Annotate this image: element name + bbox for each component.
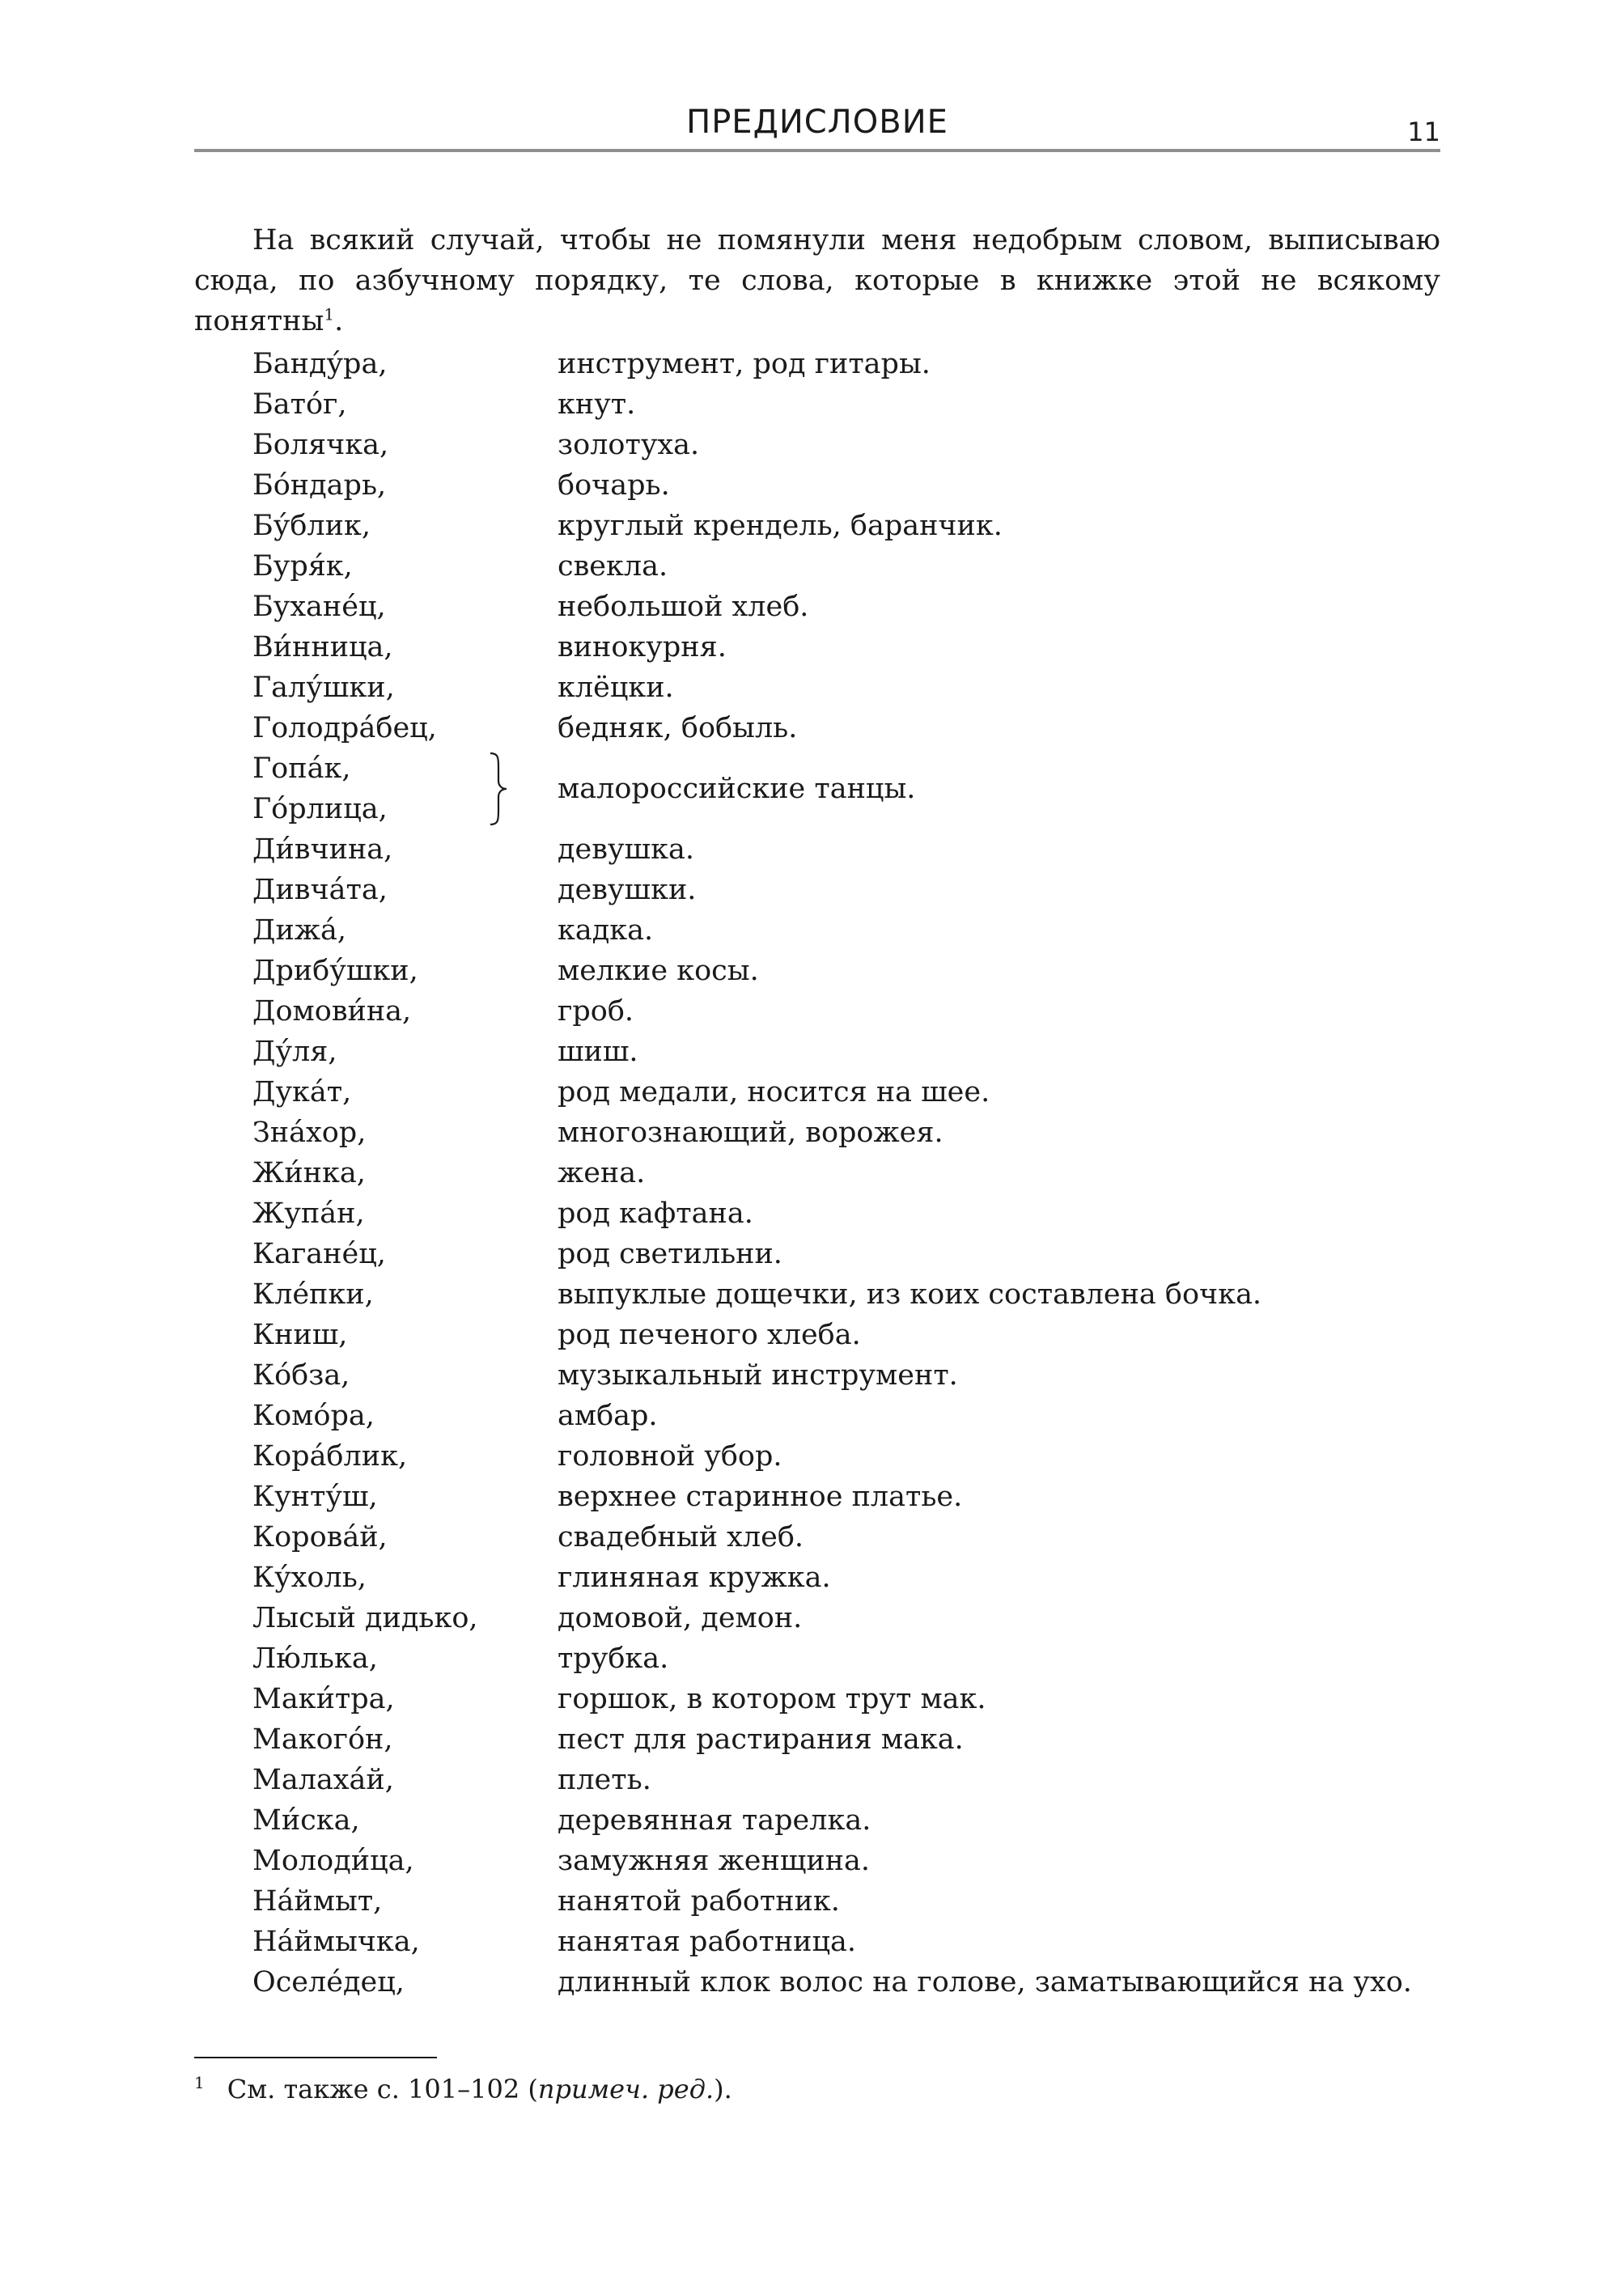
glossary-row [252,1234,1434,1274]
glossary-term: Кле́пки, [252,1278,374,1311]
glossary-row [252,1598,1434,1638]
glossary-definition: кнут. [558,388,636,421]
glossary-term: Бухане́ц, [252,591,386,623]
glossary-definition: малороссийские танцы. [558,773,916,805]
glossary-definition: пест для растирания мака. [558,1723,964,1756]
glossary-term: Ми́ска, [252,1804,360,1837]
intro-end: . [334,305,344,337]
glossary-term: Молоди́ца, [252,1845,414,1877]
glossary-row [252,1760,1434,1800]
glossary-term: На́ймычка, [252,1926,420,1958]
glossary-term: Гопа́к, [252,752,351,785]
glossary-definition: нанятой работник. [558,1885,840,1918]
glossary-term: Жи́нка, [252,1157,366,1189]
intro-paragraph [194,220,1440,341]
glossary-term: Болячка, [252,429,389,461]
footnote-rule [194,2057,437,2058]
glossary-term: Кагане́ц, [252,1238,386,1270]
glossary-term: Жупа́н, [252,1197,365,1230]
footnote-text-before: См. также с. 101–102 ( [227,2074,538,2104]
glossary-row [252,1477,1434,1517]
glossary-definition: винокурня. [558,631,727,663]
glossary-definition: домовой, демон. [558,1602,803,1634]
glossary-row [252,1517,1434,1558]
glossary-row [252,668,1434,708]
glossary-row [252,1396,1434,1436]
glossary-row [252,708,1434,748]
glossary-definition: верхнее старинное платье. [558,1481,963,1513]
glossary-term: На́ймыт, [252,1885,383,1918]
running-header [194,104,1440,152]
glossary-term: Дрибу́шки, [252,955,418,987]
glossary-term: Малаха́й, [252,1764,394,1796]
glossary-definition: многознающий, ворожея. [558,1117,943,1149]
glossary-definition: амбар. [558,1400,658,1432]
glossary-row [252,1436,1434,1477]
glossary-row [252,1841,1434,1881]
footnote-text-after: ). [714,2074,732,2104]
footnote [194,2071,732,2107]
glossary-definition: кадка. [558,914,654,947]
glossary-term: Банду́ра, [252,348,388,380]
glossary-row [252,951,1434,991]
glossary-definition: род светильни. [558,1238,782,1270]
glossary-row [252,1355,1434,1396]
header-title: ПРЕДИСЛОВИЕ [686,104,948,141]
glossary-term: Домови́на, [252,995,412,1028]
glossary-row [252,1274,1434,1315]
glossary-row [252,1679,1434,1719]
glossary-row [252,384,1434,425]
glossary-row [252,870,1434,910]
glossary-definition: горшок, в котором трут мак. [558,1683,986,1715]
glossary-row [252,1072,1434,1113]
glossary-definition: длинный клок волос на голове, заматывающийся на ухо. [558,1966,1412,1998]
glossary-term: Дижа́, [252,914,346,947]
glossary-definition: деревянная тарелка. [558,1804,871,1837]
glossary-row [252,1153,1434,1193]
glossary-definition: трубка. [558,1642,669,1675]
glossary-term: Ви́нница, [252,631,393,663]
glossary-row [252,829,1434,870]
glossary-definition: свадебный хлеб. [558,1521,804,1553]
glossary-row [252,1719,1434,1760]
footnote-reference[interactable]: 1 [324,304,335,324]
glossary-term: Макого́н, [252,1723,393,1756]
glossary-row [252,1881,1434,1922]
glossary-definition: род печеного хлеба. [558,1319,861,1351]
glossary-term: Бо́ндарь, [252,469,387,502]
glossary-term: Буря́к, [252,550,353,583]
glossary-definition: бочарь. [558,469,670,502]
glossary-definition: шиш. [558,1036,638,1068]
glossary-term: Лю́лька, [252,1642,378,1675]
glossary-definition: свекла. [558,550,668,583]
glossary-term: Дивча́та, [252,874,388,906]
glossary-row [252,546,1434,587]
glossary-row [252,1638,1434,1679]
footnote-marker: 1 [194,2073,205,2093]
glossary-term: Ку́холь, [252,1562,367,1594]
glossary-row [252,910,1434,951]
glossary-row [252,1962,1434,2003]
glossary-definition: замужняя женщина. [558,1845,871,1877]
glossary-term: Лысый дидько, [252,1602,478,1634]
glossary-row [252,587,1434,627]
glossary-term: Дука́т, [252,1076,352,1108]
glossary-term: Оселе́дец, [252,1966,405,1998]
glossary-term: Кунту́ш, [252,1481,378,1513]
glossary-definition: девушка. [558,833,694,866]
glossary-row [252,1800,1434,1841]
glossary-row [252,627,1434,668]
glossary-definition: глиняная кружка. [558,1562,831,1594]
glossary-term: Галу́шки, [252,672,395,704]
glossary-definition: гроб. [558,995,634,1028]
glossary-term: Ди́вчина, [252,833,393,866]
glossary-definition: головной убор. [558,1440,782,1473]
glossary-row [252,425,1434,465]
glossary-row [252,1032,1434,1072]
glossary-row [252,344,1434,384]
glossary-term: Книш, [252,1319,348,1351]
glossary-term: Ко́бза, [252,1359,350,1392]
glossary-term: Ду́ля, [252,1036,337,1068]
footnote-italic: примеч. ред. [537,2074,714,2104]
glossary-row [252,1558,1434,1598]
glossary-definition: клёцки. [558,672,674,704]
glossary-term: Голодра́бец, [252,712,437,744]
glossary-definition: жена. [558,1157,646,1189]
glossary-term: Бу́блик, [252,510,371,542]
glossary-definition: мелкие косы. [558,955,759,987]
glossary-definition: нанятая работница. [558,1926,856,1958]
header-rule [194,149,1440,152]
glossary-definition: род медали, носится на шее. [558,1076,990,1108]
glossary-term: Комо́ра, [252,1400,375,1432]
glossary-definition: небольшой хлеб. [558,591,809,623]
intro-text: На всякий случай, чтобы не помянули меня недобрым словом, выписываю сюда, по азбучному порядку, те слова, которые в книжке этой не всякому понятны [194,224,1440,337]
glossary-definition: золотуха. [558,429,700,461]
glossary-term: Зна́хор, [252,1117,367,1149]
glossary-row [252,1113,1434,1153]
glossary-group [252,748,1434,829]
glossary-term: Кора́блик, [252,1440,408,1473]
page-number: 11 [1407,117,1440,147]
glossary-definition: девушки. [558,874,697,906]
glossary-term: Го́рлица, [252,793,388,825]
glossary-term: Бато́г, [252,388,347,421]
glossary-row [252,1193,1434,1234]
glossary-definition: музыкальный инструмент. [558,1359,958,1392]
glossary-row [252,506,1434,546]
glossary-definition: род кафтана. [558,1197,753,1230]
glossary-row [252,1922,1434,1962]
curly-brace-icon [487,752,510,826]
glossary-row [252,465,1434,506]
glossary-list [252,344,1434,2003]
glossary-term: Маки́тра, [252,1683,395,1715]
glossary-row [252,991,1434,1032]
glossary-definition: инструмент, род гитары. [558,348,931,380]
glossary-definition: бедняк, бобыль. [558,712,798,744]
glossary-row [252,1315,1434,1355]
glossary-definition: круглый крендель, баранчик. [558,510,1003,542]
glossary-term: Корова́й, [252,1521,388,1553]
glossary-definition: выпуклые дощечки, из коих составлена бочка. [558,1278,1262,1311]
glossary-definition: плеть. [558,1764,651,1796]
